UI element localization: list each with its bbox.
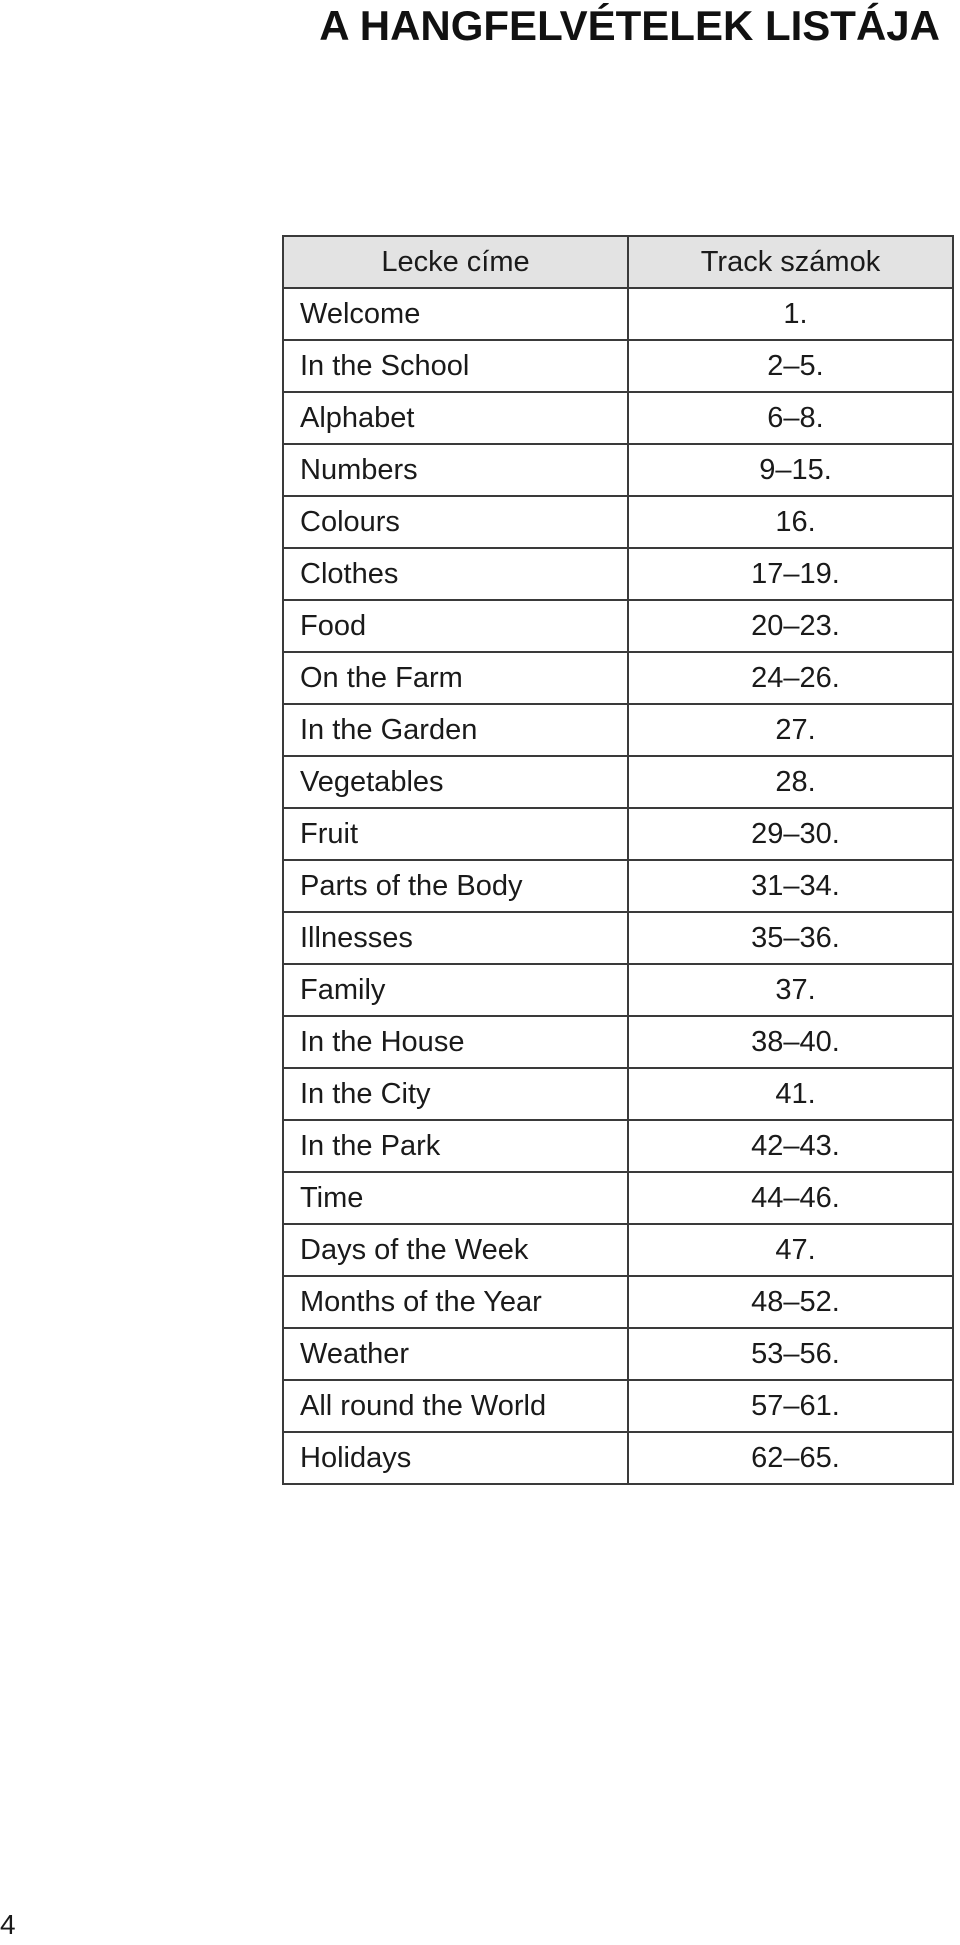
table-row — [283, 392, 953, 444]
table-row — [283, 704, 953, 756]
track-numbers-cell: 31–34. — [628, 860, 953, 912]
track-numbers-cell: 27. — [628, 704, 953, 756]
track-numbers-cell: 57–61. — [628, 1380, 953, 1432]
lesson-title-cell: Alphabet — [283, 392, 628, 444]
column-header-track-numbers: Track számok — [628, 236, 953, 288]
lesson-title-cell: Fruit — [283, 808, 628, 860]
track-numbers-cell: 44–46. — [628, 1172, 953, 1224]
track-numbers-cell: 42–43. — [628, 1120, 953, 1172]
track-numbers-cell: 28. — [628, 756, 953, 808]
lesson-title-cell: Illnesses — [283, 912, 628, 964]
table-row — [283, 288, 953, 340]
track-numbers-cell: 41. — [628, 1068, 953, 1120]
lesson-title-cell: In the Garden — [283, 704, 628, 756]
lesson-title-cell: In the Park — [283, 1120, 628, 1172]
table-row — [283, 964, 953, 1016]
table-body — [283, 288, 953, 1484]
lesson-title-cell: Days of the Week — [283, 1224, 628, 1276]
lesson-title-cell: All round the World — [283, 1380, 628, 1432]
table-row — [283, 444, 953, 496]
table-row — [283, 548, 953, 600]
track-list-table — [282, 235, 954, 1485]
table-row — [283, 1172, 953, 1224]
table-row — [283, 496, 953, 548]
lesson-title-cell: Family — [283, 964, 628, 1016]
table-row — [283, 1016, 953, 1068]
table-header-row — [283, 236, 953, 288]
track-numbers-cell: 48–52. — [628, 1276, 953, 1328]
lesson-title-cell: In the House — [283, 1016, 628, 1068]
table-row — [283, 1224, 953, 1276]
track-numbers-cell: 9–15. — [628, 444, 953, 496]
lesson-title-cell: Food — [283, 600, 628, 652]
lesson-title-cell: In the City — [283, 1068, 628, 1120]
track-numbers-cell: 47. — [628, 1224, 953, 1276]
lesson-title-cell: Weather — [283, 1328, 628, 1380]
track-numbers-cell: 37. — [628, 964, 953, 1016]
table-row — [283, 600, 953, 652]
track-numbers-cell: 38–40. — [628, 1016, 953, 1068]
table-row — [283, 912, 953, 964]
track-numbers-cell: 20–23. — [628, 600, 953, 652]
table-row — [283, 860, 953, 912]
table-row — [283, 1068, 953, 1120]
table-row — [283, 1120, 953, 1172]
page-number: 4 — [0, 1909, 16, 1940]
table-header — [283, 236, 953, 288]
table-row — [283, 756, 953, 808]
lesson-title-cell: Parts of the Body — [283, 860, 628, 912]
table-row — [283, 1380, 953, 1432]
lesson-title-cell: Vegetables — [283, 756, 628, 808]
track-numbers-cell: 62–65. — [628, 1432, 953, 1484]
track-numbers-cell: 16. — [628, 496, 953, 548]
column-header-lesson-title: Lecke címe — [283, 236, 628, 288]
lesson-title-cell: Holidays — [283, 1432, 628, 1484]
track-numbers-cell: 35–36. — [628, 912, 953, 964]
table-row — [283, 652, 953, 704]
table-row — [283, 1432, 953, 1484]
table-row — [283, 340, 953, 392]
track-numbers-cell: 53–56. — [628, 1328, 953, 1380]
track-numbers-cell: 2–5. — [628, 340, 953, 392]
track-numbers-cell: 24–26. — [628, 652, 953, 704]
lesson-title-cell: Clothes — [283, 548, 628, 600]
table-row — [283, 1276, 953, 1328]
track-numbers-cell: 1. — [628, 288, 953, 340]
lesson-title-cell: Numbers — [283, 444, 628, 496]
track-numbers-cell: 17–19. — [628, 548, 953, 600]
track-numbers-cell: 29–30. — [628, 808, 953, 860]
lesson-title-cell: Time — [283, 1172, 628, 1224]
lesson-title-cell: Months of the Year — [283, 1276, 628, 1328]
page-title: A HANGFELVÉTELEK LISTÁJA — [319, 2, 940, 49]
track-numbers-cell: 6–8. — [628, 392, 953, 444]
lesson-title-cell: In the School — [283, 340, 628, 392]
lesson-title-cell: Colours — [283, 496, 628, 548]
table-row — [283, 808, 953, 860]
lesson-title-cell: Welcome — [283, 288, 628, 340]
table-row — [283, 1328, 953, 1380]
lesson-title-cell: On the Farm — [283, 652, 628, 704]
